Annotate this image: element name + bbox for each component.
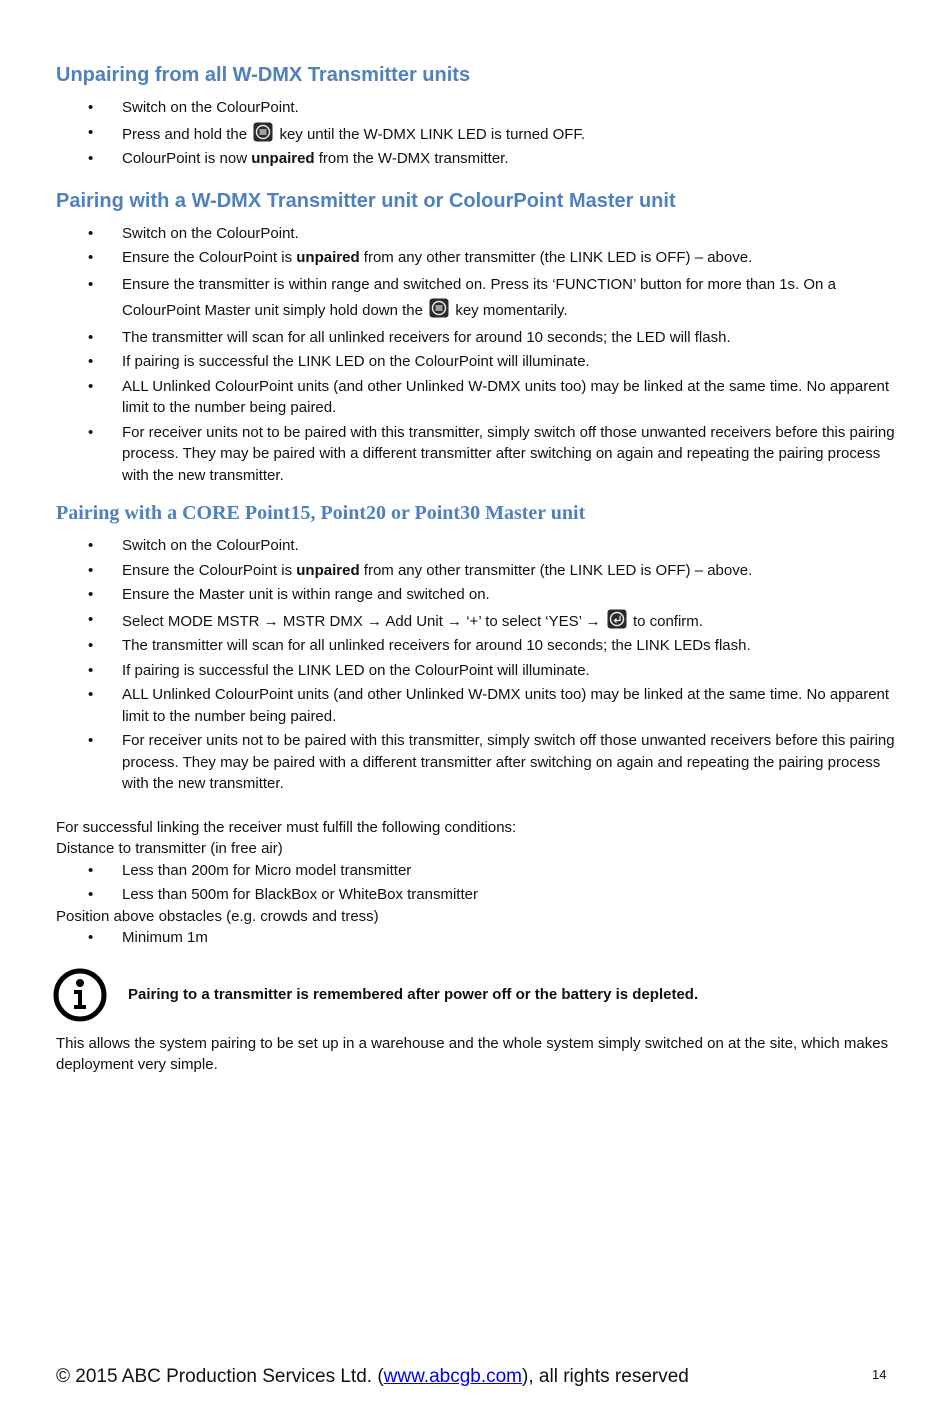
function-key-icon [429, 298, 449, 318]
bullet: • [88, 150, 94, 167]
list-item: • For receiver units not to be paired with this transmitter, simply switch off those unwanted receivers before this pairing process. They may be paired with a different transmitter after switching on again and repeating the pairing process with the new transmitter. [88, 732, 895, 792]
list-item: • Less than 200m for Micro model transmitter [56, 860, 896, 882]
bullet: • [88, 561, 94, 579]
bullet: • [88, 275, 94, 293]
list-item: • Minimum 1m [56, 927, 896, 949]
list-item: • ALL Unlinked ColourPoint units (and other Unlinked W-DMX units too) may be linked at the same time. No apparent limit to the number being paired. [88, 377, 890, 416]
list-item: • Switch on the ColourPoint. [56, 535, 896, 557]
bullet: • [88, 886, 94, 903]
info-paragraph: This allows the system pairing to be set up in a warehouse and the whole system simply switched on at the site, which makes deployment very simple. [56, 1034, 889, 1073]
position-list [56, 927, 896, 949]
page-content [56, 60, 896, 1076]
list-item: • Switch on the ColourPoint. [56, 97, 896, 119]
bullet: • [88, 661, 94, 679]
conditions-intro: For successful linking the receiver must fulfill the following conditions: [56, 818, 517, 836]
function-key-icon [253, 122, 273, 142]
list-item: • Switch on the ColourPoint. [56, 223, 896, 245]
bullet: • [88, 610, 94, 628]
bullet: • [88, 537, 94, 554]
enter-key-icon [607, 609, 627, 629]
section-unpairing [56, 60, 896, 170]
bullet: • [88, 423, 94, 441]
bullet: • [88, 249, 94, 266]
bullet-list [56, 97, 896, 170]
footer-copyright: © 2015 ABC Production Services Ltd. (www.abcgb.com), all rights reserved [56, 1366, 689, 1387]
list-item: • For receiver units not to be paired with this transmitter, simply switch off those unwanted receivers before this pairing process. They may be paired with a different transmitter after switching on again and repeating the pairing process with the new transmitter. [88, 423, 895, 484]
list-item: • The transmitter will scan for all unlinked receivers for around 10 seconds; the LINK LEDs flash. [56, 635, 896, 657]
section-pairing-core [56, 498, 896, 795]
page-number: 14 [872, 1367, 887, 1382]
section-title: Pairing with a CORE Point15, Point20 or Point30 Master unit [56, 502, 586, 524]
list-item: • Ensure the ColourPoint is unpaired from any other transmitter (the LINK LED is OFF) – above. [56, 247, 896, 269]
position-label: Position above obstacles (e.g. crowds and tress) [56, 907, 379, 925]
bullet: • [88, 686, 94, 703]
list-item: • ColourPoint is now unpaired from the W-DMX transmitter. [56, 148, 896, 170]
list-item: • Press and hold the key until the W-DMX LINK LED is turned OFF. [88, 123, 586, 143]
info-icon [52, 967, 108, 1023]
list-item: • Ensure the Master unit is within range and switched on. [56, 584, 896, 606]
info-note-text: Pairing to a transmitter is remembered after power off or the battery is depleted. [128, 986, 699, 1003]
linking-conditions [56, 817, 896, 949]
bullet: • [88, 123, 94, 141]
section-pairing-wdmx [56, 186, 896, 487]
bullet: • [88, 224, 94, 242]
bullet: • [88, 929, 94, 946]
distance-list [56, 860, 896, 906]
bullet: • [88, 377, 94, 395]
bullet: • [88, 861, 94, 879]
section-title: Pairing with a W-DMX Transmitter unit or ColourPoint Master unit [56, 189, 676, 212]
bullet: • [88, 732, 94, 749]
bullet: • [88, 99, 94, 116]
list-item: • Less than 500m for BlackBox or WhiteBox transmitter [56, 884, 896, 906]
website-link[interactable]: www.abcgb.com [383, 1366, 523, 1387]
list-item: • Select MODE MSTR → MSTR DMX → Add Unit → ‘+’ to select ‘YES’ → to confirm. [88, 610, 703, 630]
list-item: • If pairing is successful the LINK LED on the ColourPoint will illuminate. [56, 660, 896, 682]
section-title: Unpairing from all W-DMX Transmitter units [56, 64, 471, 86]
bullet-list [56, 535, 896, 795]
list-item: • The transmitter will scan for all unlinked receivers for around 10 seconds; the LED will flash. [56, 327, 896, 349]
bullet: • [88, 353, 94, 370]
info-note [56, 967, 896, 1023]
distance-label: Distance to transmitter (in free air) [56, 840, 283, 857]
list-item: • If pairing is successful the LINK LED on the ColourPoint will illuminate. [56, 351, 896, 373]
list-item: • ALL Unlinked ColourPoint units (and other Unlinked W-DMX units too) may be linked at the same time. No apparent limit to the number being paired. [88, 686, 890, 725]
list-item: • Ensure the ColourPoint is unpaired from any other transmitter (the LINK LED is OFF) – above. [56, 560, 896, 582]
bullet-list [56, 223, 896, 487]
bullet: • [88, 328, 94, 346]
bullet: • [88, 586, 94, 603]
list-item: • Ensure the transmitter is within range and switched on. Press its ‘FUNCTION’ button for more than 1s. On a ColourPoint Master unit simply hold down the key momentarily. [56, 272, 896, 324]
bullet: • [88, 637, 94, 654]
